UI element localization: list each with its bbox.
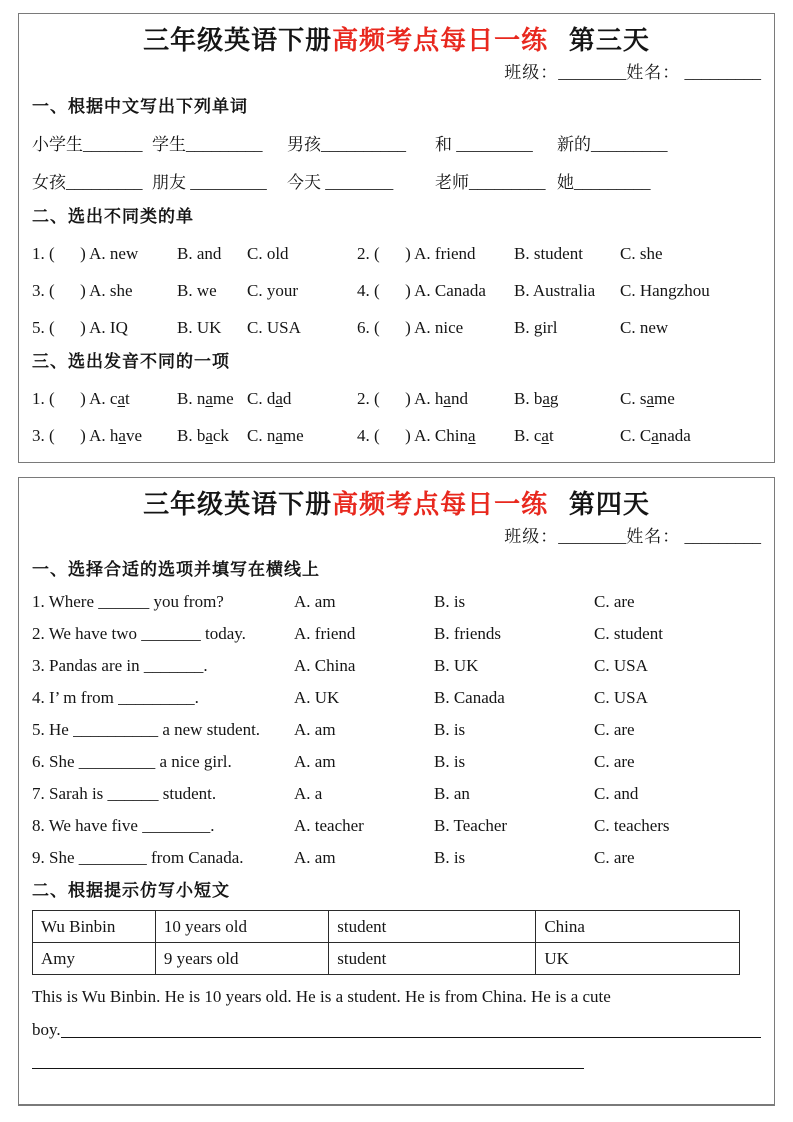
phonics-option: C. name (247, 426, 304, 445)
mc-option: C. Hangzhou (620, 281, 710, 300)
word-blank-item: 和 _________ (435, 135, 533, 154)
option-c: C. USA (594, 656, 648, 675)
phonics-option: 2. ( ) A. hand (357, 389, 468, 408)
day4-title-highlight: 高频考点每日一练 (332, 490, 549, 519)
mc-option: 4. ( ) A. Canada (357, 281, 486, 300)
odd-one-out-row (32, 317, 761, 339)
day3-title (32, 24, 761, 58)
option-a: A. am (294, 848, 336, 867)
table-cell: UK (536, 943, 740, 975)
option-a: A. am (294, 752, 336, 771)
phonics-option: C. dad (247, 389, 292, 408)
phonics-row (32, 425, 761, 447)
mc-option: C. your (247, 281, 298, 300)
question-stem: 8. We have five ________. (32, 816, 215, 835)
word-blank-item: 今天 ________ (287, 173, 394, 192)
table-row (33, 943, 740, 975)
name-label: 姓名： (626, 63, 681, 82)
option-c: C. are (594, 848, 635, 867)
mc-option: B. Australia (514, 281, 596, 300)
option-b: B. Canada (434, 688, 505, 707)
word-blank-item: 学生_________ (152, 135, 263, 154)
question-stem: 1. Where ______ you from? (32, 592, 224, 611)
mc-option: B. and (177, 244, 222, 263)
name-blank: _________ (684, 527, 761, 546)
name-blank: _________ (684, 63, 761, 82)
option-b: B. an (434, 784, 470, 803)
sample-paragraph-line1: This is Wu Binbin. He is 10 years old. He is a student. He is from China. He is a cute (32, 987, 611, 1006)
option-a: A. China (294, 656, 356, 675)
question-row (32, 847, 761, 869)
profile-table (32, 910, 740, 975)
word-blank-item: 老师_________ (435, 173, 546, 192)
option-a: A. a (294, 784, 323, 803)
phonics-option: C. same (620, 389, 675, 408)
mc-option: C. new (620, 318, 669, 337)
mc-option: 1. ( ) A. new (32, 244, 139, 263)
odd-one-out-row (32, 243, 761, 265)
word-translation-row (32, 134, 761, 156)
table-cell: 9 years old (155, 943, 328, 975)
option-c: C. USA (594, 688, 648, 707)
option-b: B. is (434, 848, 466, 867)
question-stem: 3. Pandas are in _______. (32, 656, 208, 675)
option-c: C. are (594, 720, 635, 739)
option-c: C. are (594, 752, 635, 771)
word-blank-item: 朋友 _________ (152, 173, 267, 192)
class-blank: ________ (558, 527, 627, 546)
day4-section2-heading: 二、根据提示仿写小短文 (32, 881, 230, 900)
option-b: B. UK (434, 656, 479, 675)
day3-section1-heading: 一、根据中文写出下列单词 (32, 97, 248, 116)
option-c: C. student (594, 624, 663, 643)
question-row (32, 751, 761, 773)
class-label: 班级： (504, 527, 559, 546)
word-translation-row (32, 172, 761, 194)
mc-option: C. she (620, 244, 663, 263)
day4-title (32, 488, 761, 522)
day4-sheet (18, 477, 775, 1106)
question-stem: 9. She ________ from Canada. (32, 848, 244, 867)
word-blank-item: 男孩__________ (287, 135, 406, 154)
class-label: 班级： (504, 63, 559, 82)
word-blank-item: 她_________ (557, 173, 651, 192)
question-row (32, 623, 761, 645)
phonics-row (32, 388, 761, 410)
question-stem: 6. She _________ a nice girl. (32, 752, 232, 771)
mc-option: 2. ( ) A. friend (357, 244, 476, 263)
sample-paragraph-line2 (32, 1018, 761, 1042)
question-stem: 4. I’ m from _________. (32, 688, 199, 707)
mc-option: C. old (247, 244, 289, 263)
fill-in-question-list (32, 591, 761, 869)
word-blank-item: 新的_________ (557, 135, 668, 154)
day3-section2-heading: 二、选出不同类的单 (32, 207, 194, 226)
day3-section3-heading: 三、选出发音不同的一项 (32, 352, 230, 371)
mc-option: B. student (514, 244, 583, 263)
question-stem: 5. He __________ a new student. (32, 720, 261, 739)
phonics-option: B. back (177, 426, 229, 445)
mc-option: B. UK (177, 318, 222, 337)
phonics-option: 4. ( ) A. China (357, 426, 476, 445)
table-row (33, 911, 740, 943)
option-b: B. is (434, 720, 466, 739)
option-b: B. Teacher (434, 816, 508, 835)
table-cell: 10 years old (155, 911, 328, 943)
option-b: B. is (434, 592, 466, 611)
option-a: A. am (294, 592, 336, 611)
day3-title-day: 第三天 (568, 26, 650, 55)
option-b: B. friends (434, 624, 502, 643)
mc-option: C. USA (247, 318, 301, 337)
question-row (32, 815, 761, 837)
question-row (32, 719, 761, 741)
mc-option: 5. ( ) A. IQ (32, 318, 128, 337)
day3-class-name-line (32, 62, 761, 84)
answer-line (32, 1068, 584, 1069)
word-blank-item: 女孩_________ (32, 173, 143, 192)
phonics-option: 3. ( ) A. have (32, 426, 143, 445)
option-a: A. friend (294, 624, 356, 643)
option-c: C. are (594, 592, 635, 611)
answer-line (61, 1037, 761, 1038)
question-row (32, 783, 761, 805)
odd-one-out-row (32, 280, 761, 302)
option-a: A. am (294, 720, 336, 739)
day3-sheet (18, 13, 775, 463)
mc-option: B. we (177, 281, 217, 300)
phonics-option: 1. ( ) A. cat (32, 389, 130, 408)
day4-title-prefix: 三年级英语下册 (143, 490, 333, 519)
class-blank: ________ (558, 63, 627, 82)
paragraph-prefix: boy. (32, 1020, 61, 1039)
question-stem: 2. We have two _______ today. (32, 624, 246, 643)
table-cell: student (329, 943, 536, 975)
question-row (32, 591, 761, 613)
phonics-option: B. cat (514, 426, 554, 445)
question-stem: 7. Sarah is ______ student. (32, 784, 217, 803)
table-cell: student (329, 911, 536, 943)
question-row (32, 655, 761, 677)
day3-title-prefix: 三年级英语下册 (143, 26, 333, 55)
mc-option: 3. ( ) A. she (32, 281, 133, 300)
day4-class-name-line (32, 526, 761, 548)
option-c: C. and (594, 784, 639, 803)
name-label: 姓名： (626, 527, 681, 546)
option-b: B. is (434, 752, 466, 771)
mc-option: 6. ( ) A. nice (357, 318, 464, 337)
day4-title-day: 第四天 (568, 490, 650, 519)
day3-title-highlight: 高频考点每日一练 (332, 26, 549, 55)
phonics-option: C. Canada (620, 426, 691, 445)
option-c: C. teachers (594, 816, 670, 835)
table-cell: China (536, 911, 740, 943)
word-blank-item: 小学生_______ (32, 135, 143, 154)
option-a: A. UK (294, 688, 340, 707)
mc-option: B. girl (514, 318, 558, 337)
question-row (32, 687, 761, 709)
day4-section1-heading: 一、选择合适的选项并填写在横线上 (32, 560, 320, 579)
phonics-option: B. bag (514, 389, 559, 408)
table-cell: Amy (33, 943, 156, 975)
table-cell: Wu Binbin (33, 911, 156, 943)
option-a: A. teacher (294, 816, 364, 835)
phonics-option: B. name (177, 389, 234, 408)
